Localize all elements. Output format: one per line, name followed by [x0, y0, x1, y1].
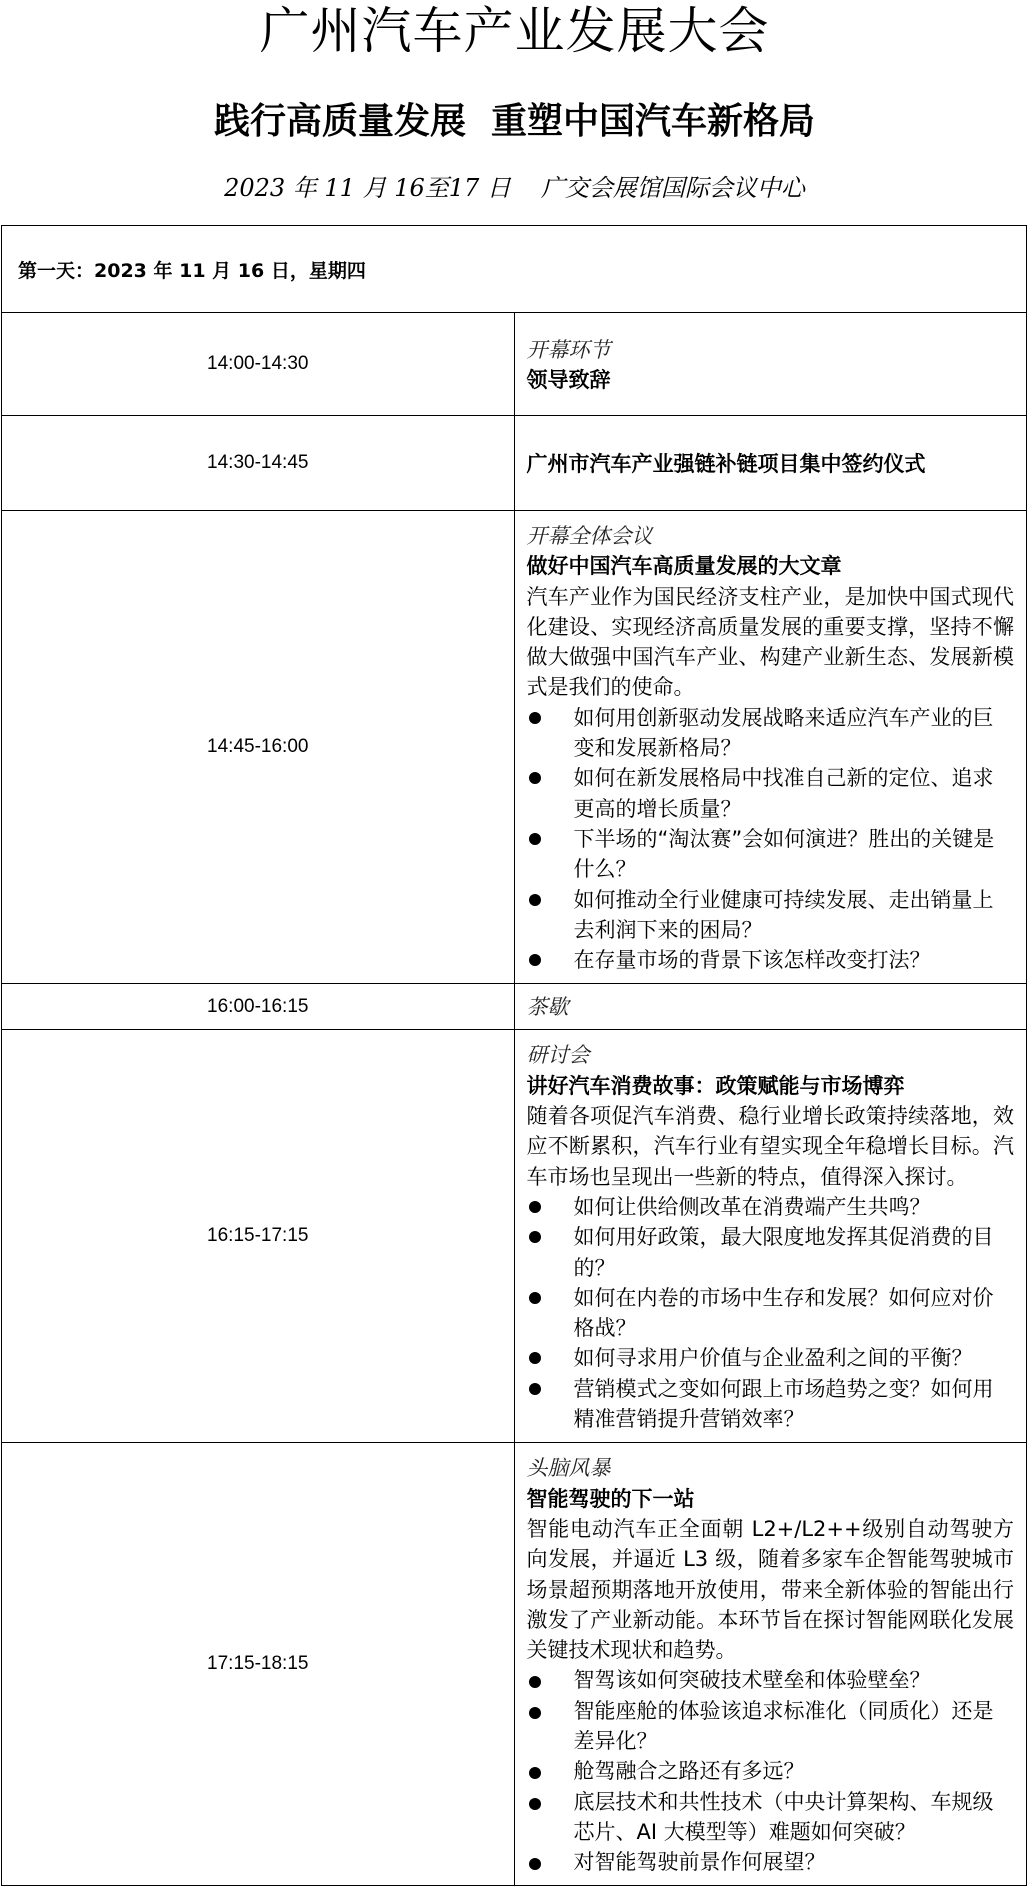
session-title: 做好中国汽车高质量发展的大文章 — [526, 554, 842, 579]
question-list — [527, 703, 1015, 976]
session-time: 14:45-16:00 — [2, 511, 515, 984]
question-list — [527, 1192, 1015, 1434]
bullet-icon — [529, 1798, 541, 1810]
event-venue: 广交会展馆国际会议中心 — [540, 174, 805, 202]
bullet-icon — [529, 1707, 541, 1719]
bullet-icon — [529, 1767, 541, 1779]
list-item: 如何在新发展格局中找准自己新的定位、追求更高的增长质量？ — [527, 763, 1015, 824]
list-item: 营销模式之变如何跟上市场趋势之变？如何用精准营销提升营销效率？ — [527, 1374, 1015, 1435]
table-row — [2, 416, 1027, 511]
list-item: 如何让供给侧改革在消费端产生共鸣？ — [527, 1192, 1015, 1222]
session-type: 茶歇 — [526, 994, 569, 1019]
list-item: 如何用创新驱动发展战略来适应汽车产业的巨变和发展新格局？ — [527, 703, 1015, 764]
table-row — [2, 313, 1027, 416]
list-item: 底层技术和共性技术（中央计算架构、车规级芯片、AI 大模型等）难题如何突破？ — [527, 1787, 1015, 1848]
table-row — [2, 1030, 1027, 1443]
bullet-icon — [529, 1201, 541, 1213]
list-item: 如何推动全行业健康可持续发展、走出销量上去利润下来的困局？ — [527, 885, 1015, 946]
bullet-icon — [529, 712, 541, 724]
session-time: 14:00-14:30 — [2, 313, 515, 416]
list-item: 如何寻求用户价值与企业盈利之间的平衡？ — [527, 1343, 1015, 1373]
table-row — [2, 511, 1027, 984]
bullet-icon — [529, 954, 541, 966]
session-description: 汽车产业作为国民经济支柱产业，是加快中国式现代化建设、实现经济高质量发展的重要支撑，坚持不懈做大做强中国汽车产业、构建产业新生态、发展新模式是我们的使命。 — [526, 584, 1014, 700]
bullet-icon — [529, 894, 541, 906]
session-content — [514, 511, 1027, 984]
date-venue-line — [0, 170, 1029, 206]
list-item: 如何在内卷的市场中生存和发展？如何应对价格战？ — [527, 1283, 1015, 1344]
session-content — [514, 984, 1027, 1030]
session-content — [514, 1030, 1027, 1443]
list-item: 智驾该如何突破技术壁垒和体验壁垒？ — [527, 1665, 1015, 1695]
bullet-icon — [529, 833, 541, 845]
bullet-icon — [529, 1383, 541, 1395]
list-item: 舱驾融合之路还有多远？ — [527, 1756, 1015, 1786]
session-type: 头脑风暴 — [526, 1456, 611, 1481]
session-title: 领导致辞 — [526, 368, 611, 392]
session-type: 开幕环节 — [526, 337, 611, 362]
day-header-row — [2, 226, 1027, 313]
session-title: 智能驾驶的下一站 — [526, 1486, 695, 1511]
question-list — [527, 1665, 1015, 1877]
session-description: 随着各项促汽车消费、稳行业增长政策持续落地，效应不断累积，汽车行业有望实现全年稳增长目标。汽车市场也呈现出一些新的特点，值得深入探讨。 — [526, 1104, 1014, 1189]
session-title: 广州市汽车产业强链补链项目集中签约仪式 — [526, 451, 926, 476]
bullet-icon — [529, 1231, 541, 1243]
bullet-icon — [529, 1676, 541, 1688]
session-content — [514, 313, 1027, 416]
session-time: 16:15-17:15 — [2, 1030, 515, 1443]
page-subtitle: 践行高质量发展 重塑中国汽车新格局 — [213, 101, 816, 142]
bullet-icon — [529, 1352, 541, 1364]
agenda-table — [1, 225, 1027, 1886]
session-type: 研讨会 — [526, 1043, 590, 1068]
table-row — [2, 1443, 1027, 1886]
list-item: 在存量市场的背景下该怎样改变打法？ — [527, 945, 1015, 975]
day-label: 第一天：2023 年 11 月 16 日，星期四 — [2, 226, 1027, 313]
table-row — [2, 984, 1027, 1030]
list-item: 如何用好政策，最大限度地发挥其促消费的目的？ — [527, 1222, 1015, 1283]
session-type: 开幕全体会议 — [526, 524, 653, 548]
bullet-icon — [529, 1858, 541, 1870]
event-date: 2023 年 11 月 16至17 日 — [224, 174, 511, 202]
session-title: 讲好汽车消费故事：政策赋能与市场博弈 — [526, 1073, 905, 1098]
session-time: 14:30-14:45 — [2, 416, 515, 511]
session-time: 17:15-18:15 — [2, 1443, 515, 1886]
session-time: 16:00-16:15 — [2, 984, 515, 1030]
session-content — [514, 1443, 1027, 1886]
list-item: 下半场的“淘汰赛”会如何演进？胜出的关键是什么？ — [527, 824, 1015, 885]
bullet-icon — [529, 772, 541, 784]
session-description: 智能电动汽车正全面朝 L2+/L2++级别自动驾驶方向发展，并逼近 L3 级，随着多家车企智能驾驶城市场景超预期落地开放使用，带来全新体验的智能出行激发了产业新动能。本环节旨在探讨智能网联化发展关键技术现状和趋势。 — [526, 1516, 1014, 1663]
page-title: 广州汽车产业发展大会 — [259, 2, 770, 60]
session-content — [514, 416, 1027, 511]
list-item: 智能座舱的体验该追求标准化（同质化）还是差异化？ — [527, 1696, 1015, 1757]
bullet-icon — [529, 1292, 541, 1304]
list-item: 对智能驾驶前景作何展望？ — [527, 1847, 1015, 1877]
